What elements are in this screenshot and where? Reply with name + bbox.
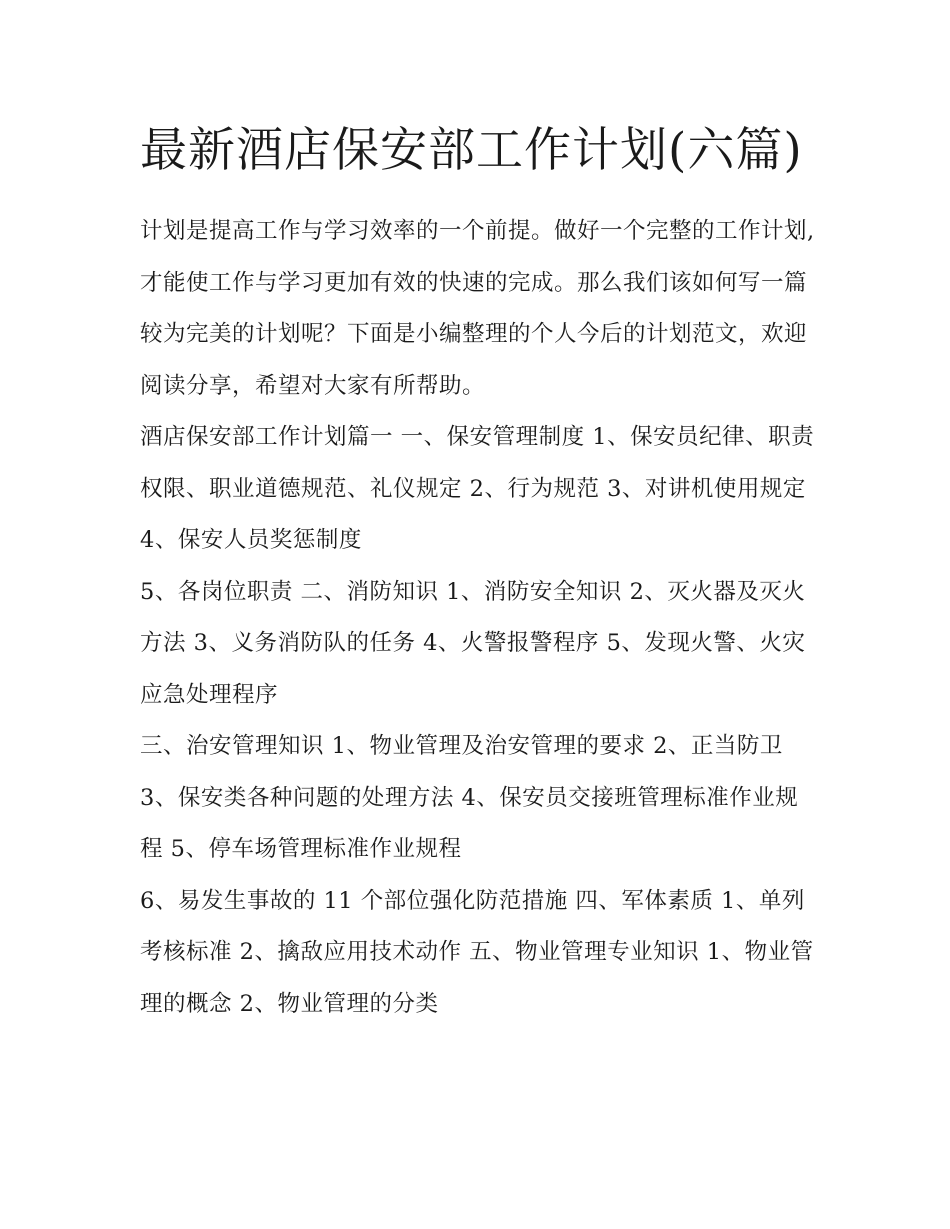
paragraph-section-1: 酒店保安部工作计划篇一 一、保安管理制度 1、保安员纪律、职责权限、职业道德规范、礼仪规定 2、行为规范 3、对讲机使用规定 4、保安人员奖惩制度 <box>140 424 815 553</box>
document-page <box>140 112 820 1030</box>
paragraph-section-2: 5、各岗位职责 二、消防知识 1、消防安全知识 2、灭火器及灭火方法 3、义务消防队的任务 4、火警报警程序 5、发现火警、火灾应急处理程序 <box>140 578 806 708</box>
document-title: 最新酒店保安部工作计划(六篇) <box>140 123 803 178</box>
paragraph-section-3: 三、治安管理知识 1、物业管理及治安管理的要求 2、正当防卫 3、保安类各种问题的处理方法 4、保安员交接班管理标准作业规程 5、停车场管理标准作业规程 <box>140 733 799 862</box>
paragraph-section-4: 6、易发生事故的 11 个部位强化防范措施 四、军体素质 1、单列考核标准 2、擒敌应用技术动作 五、物业管理专业知识 1、物业管理的概念 2、物业管理的分类 <box>140 887 814 1017</box>
paragraph-intro: 计划是提高工作与学习效率的一个前提。做好一个完整的工作计划,才能使工作与学习更加有效的快速的完成。那么我们该如何写一篇较为完美的计划呢？下面是小编整理的个人今后的计划范文，欢迎阅读分享，希望对大家有所帮助。 <box>140 218 815 399</box>
